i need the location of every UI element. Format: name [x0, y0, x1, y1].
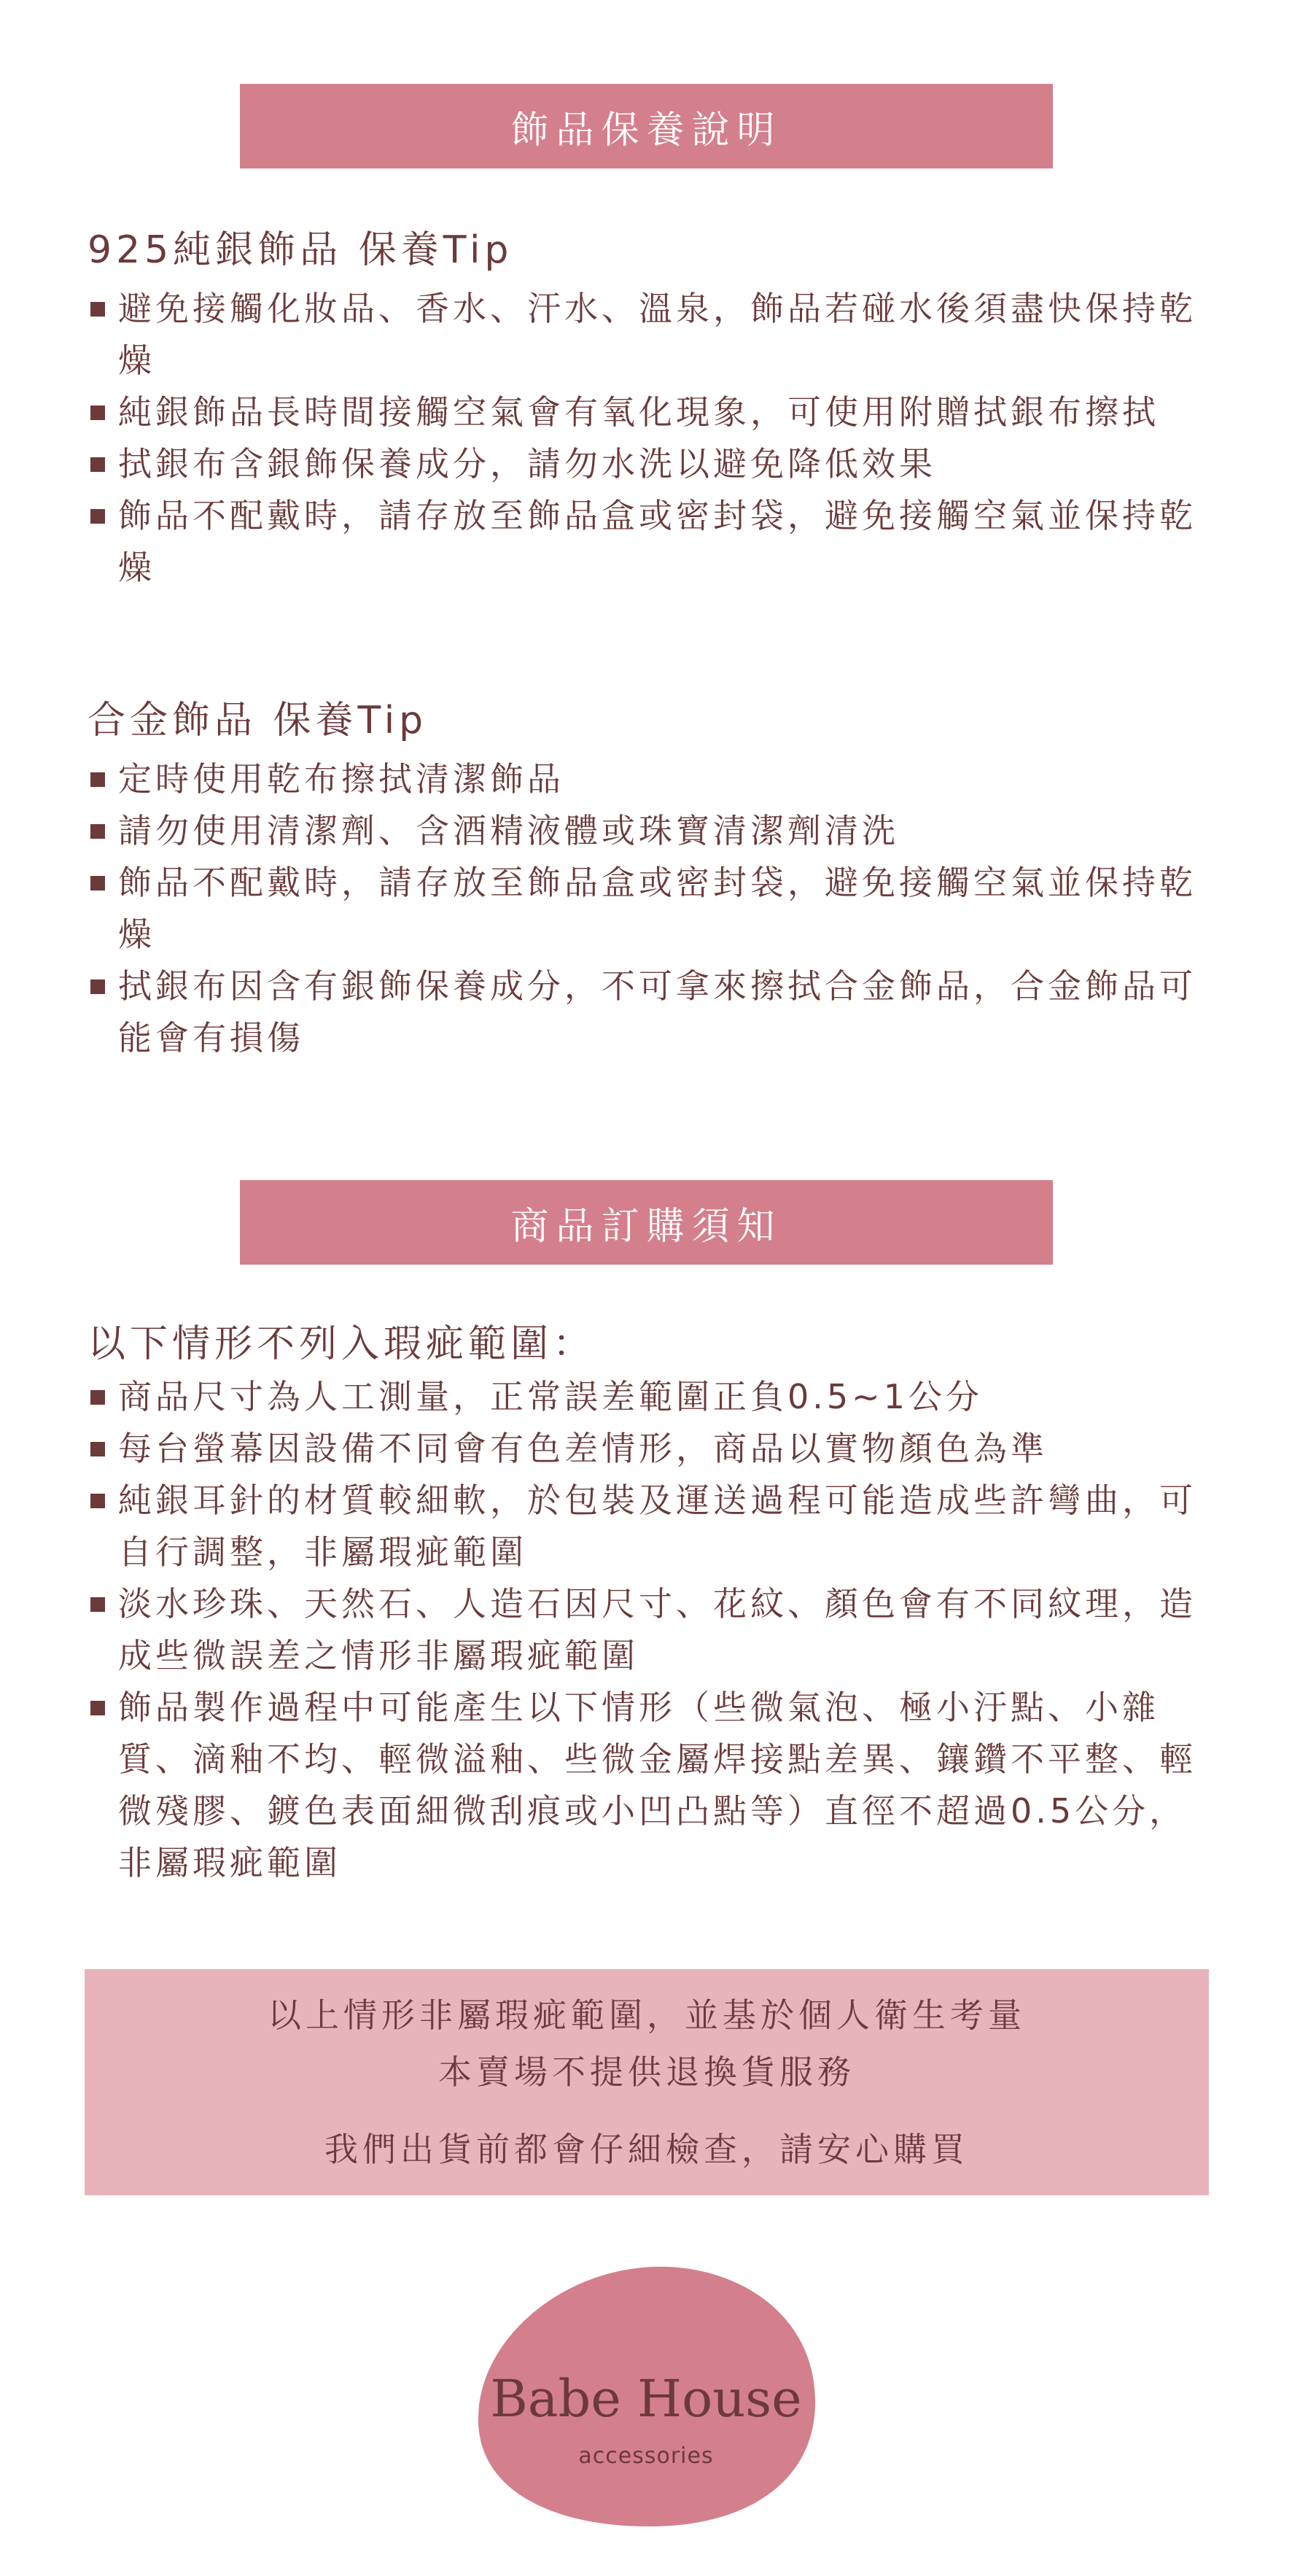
order-notice-list — [87, 1371, 1210, 1889]
care-banner-title: 飾品保養說明 — [510, 108, 782, 152]
bullet-square-icon — [90, 302, 105, 317]
bullet-square-icon — [90, 1597, 105, 1612]
list-item: 每台螢幕因設備不同會有色差情形，商品以實物顏色為準 — [87, 1423, 1210, 1475]
list-item: 飾品不配戴時，請存放至飾品盒或密封袋，避免接觸空氣並保持乾燥 — [87, 490, 1210, 594]
notice-line-1: 以上情形非屬瑕疵範圍，並基於個人衛生考量 — [268, 1995, 1026, 2035]
silver-care-list — [87, 283, 1210, 594]
bullet-square-icon — [90, 1442, 105, 1456]
order-banner — [240, 1180, 1053, 1265]
alloy-care-list — [87, 753, 1210, 1064]
list-item: 拭銀布含銀飾保養成分，請勿水洗以避免降低效果 — [87, 438, 1210, 490]
bullet-square-icon — [90, 876, 105, 891]
care-banner — [240, 84, 1053, 168]
order-banner-title: 商品訂購須知 — [510, 1204, 782, 1249]
list-item: 飾品不配戴時，請存放至飾品盒或密封袋，避免接觸空氣並保持乾燥 — [87, 857, 1210, 961]
alloy-care-heading: 合金飾品 保養Tip — [87, 699, 428, 742]
list-item: 避免接觸化妝品、香水、汗水、溫泉，飾品若碰水後須盡快保持乾燥 — [87, 283, 1210, 387]
logo-subtitle: accessories — [578, 2443, 714, 2469]
list-item: 純銀耳針的材質較細軟，於包裝及運送過程可能造成些許彎曲，可自行調整，非屬瑕疵範圍 — [87, 1475, 1210, 1578]
bullet-square-icon — [90, 1701, 105, 1715]
bullet-square-icon — [90, 824, 105, 839]
list-item: 請勿使用清潔劑、含酒精液體或珠寶清潔劑清洗 — [87, 805, 1210, 857]
list-item: 商品尺寸為人工測量，正常誤差範圍正負0.5~1公分 — [87, 1371, 1210, 1423]
bullet-square-icon — [90, 979, 105, 994]
list-item: 純銀飾品長時間接觸空氣會有氧化現象，可使用附贈拭銀布擦拭 — [87, 387, 1210, 438]
list-item: 拭銀布因含有銀飾保養成分，不可拿來擦拭合金飾品，合金飾品可能會有損傷 — [87, 961, 1210, 1064]
bullet-square-icon — [90, 406, 105, 420]
bullet-square-icon — [90, 457, 105, 472]
brand-logo — [472, 2261, 820, 2531]
bullet-square-icon — [90, 772, 105, 787]
bullet-square-icon — [90, 1494, 105, 1508]
order-intro-heading: 以下情形不列入瑕疵範圍： — [87, 1322, 596, 1366]
bullet-square-icon — [90, 509, 105, 524]
list-item: 飾品製作過程中可能產生以下情形（些微氣泡、極小汙點、小雜質、滴釉不均、輕微溢釉、些微金屬焊接點差異、鑲鑽不平整、輕微殘膠、鍍色表面細微刮痕或小凹凸點等）直徑不超過0.5公分，非屬瑕疵範圍 — [87, 1682, 1210, 1889]
list-item: 定時使用乾布擦拭清潔飾品 — [87, 753, 1210, 805]
logo-brand-name: Babe House — [490, 2369, 802, 2429]
notice-line-3: 我們出貨前都會仔細檢查，請安心購買 — [324, 2130, 969, 2169]
bullet-square-icon — [90, 1390, 105, 1405]
notice-line-2: 本賣場不提供退換貨服務 — [438, 2052, 855, 2092]
silver-care-heading: 925純銀飾品 保養Tip — [87, 228, 513, 272]
list-item: 淡水珍珠、天然石、人造石因尺寸、花紋、顏色會有不同紋理，造成些微誤差之情形非屬瑕疵範圍 — [87, 1578, 1210, 1682]
return-policy-notice — [85, 1969, 1209, 2195]
